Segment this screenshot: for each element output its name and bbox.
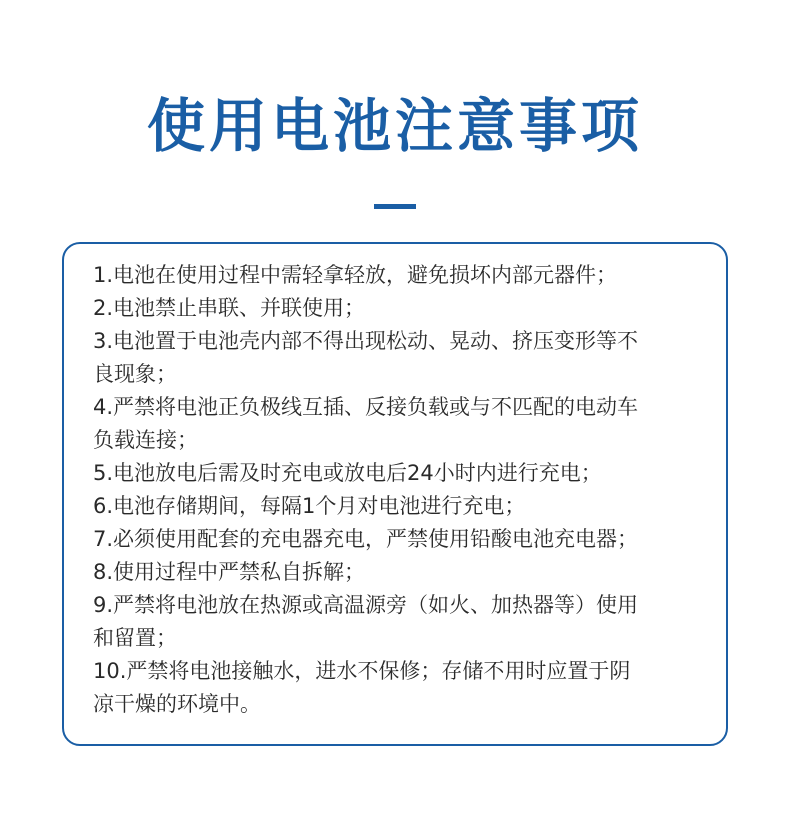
list-item-text: 3.电池置于电池壳内部不得出现松动、晃动、挤压变形等不 [93,329,639,353]
list-item [93,457,723,490]
list-item-continuation: 良现象； [93,362,177,386]
list-item [93,556,723,589]
list-item [93,259,723,292]
list-item-text: 9.严禁将电池放在热源或高温源旁（如火、加热器等）使用 [93,593,639,617]
list-item-text: 4.严禁将电池正负极线互插、反接负载或与不匹配的电动车 [93,395,639,419]
list-item-text: 7.必须使用配套的充电器充电，严禁使用铅酸电池充电器； [93,527,639,551]
list-item [93,490,723,523]
list-item-text: 10.严禁将电池接触水，进水不保修；存储不用时应置于阴 [93,659,631,683]
list-item-text: 2.电池禁止串联、并联使用； [93,296,366,320]
notice-list [93,259,723,721]
list-item [93,391,723,457]
list-item [93,523,723,556]
list-item-text: 8.使用过程中严禁私自拆解； [93,560,366,584]
list-item-continuation: 凉干燥的环境中。 [93,692,261,716]
list-item-continuation: 负载连接； [93,428,198,452]
title-underline [374,204,416,209]
list-item-continuation: 和留置； [93,626,177,650]
list-item [93,292,723,325]
page-title: 使用电池注意事项 [146,92,643,160]
list-item [93,589,723,655]
list-item [93,655,723,721]
list-item-text: 1.电池在使用过程中需轻拿轻放，避免损坏内部元器件； [93,263,618,287]
list-item-text: 6.电池存储期间，每隔1个月对电池进行充电； [93,494,526,518]
list-item [93,325,723,391]
list-item-text: 5.电池放电后需及时充电或放电后24小时内进行充电； [93,461,602,485]
